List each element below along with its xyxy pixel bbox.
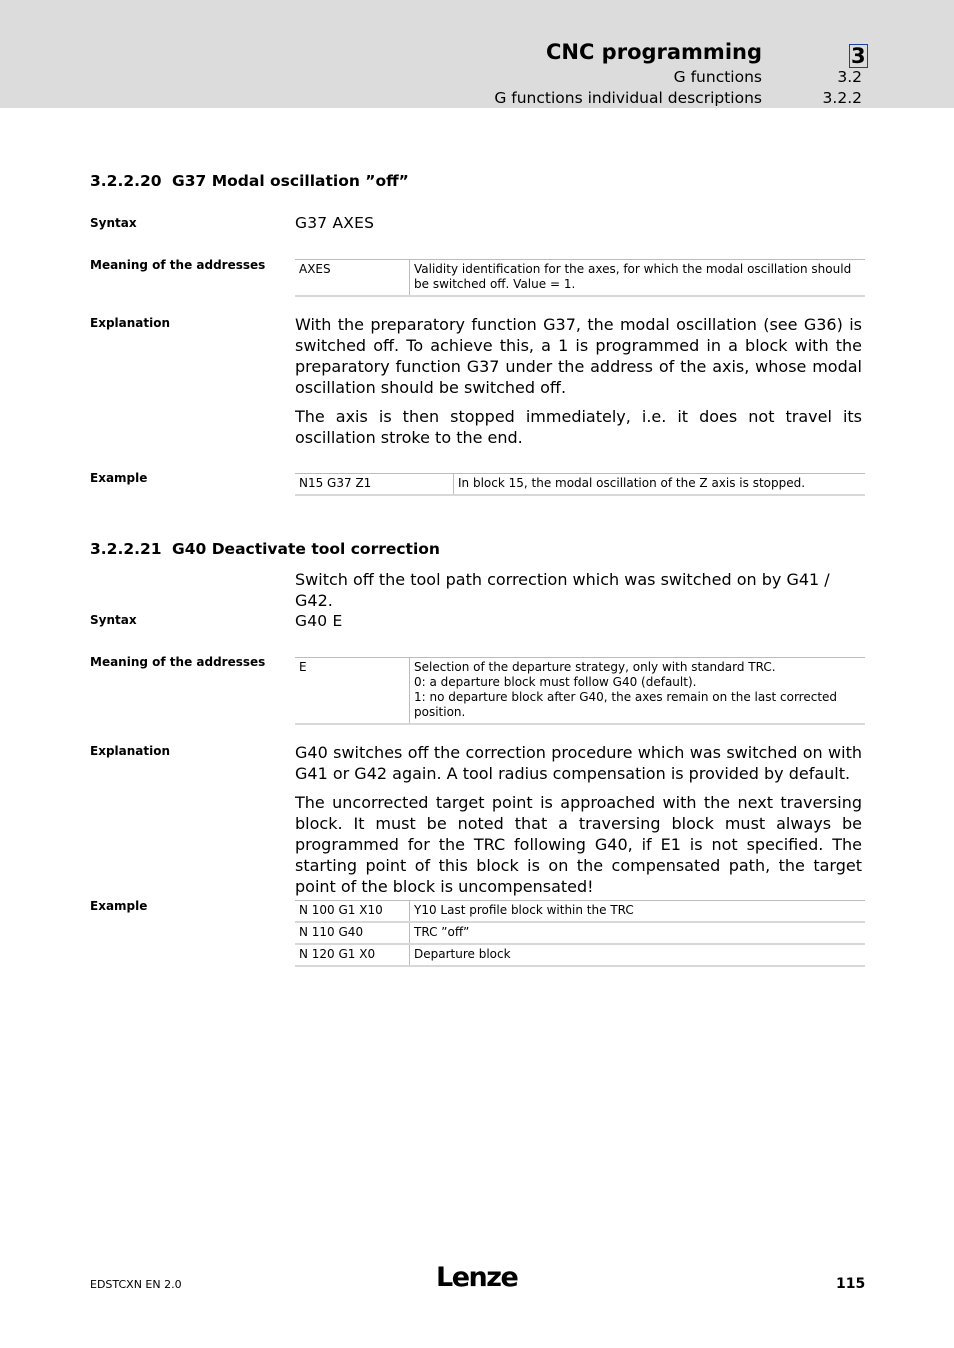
section-heading-g37	[90, 172, 409, 190]
explanation-paragraph: With the preparatory function G37, the modal oscillation (see G36) is switched off. To achieve this, a 1 is programmed in a block with the preparatory function G37 under the address of the axis, whose modal oscillation should be switched off.	[295, 315, 862, 397]
intro-paragraph: Switch off the tool path correction which was switched on by G41 / G42.	[295, 570, 830, 610]
table-row	[295, 260, 865, 297]
explanation-paragraph: The axis is then stopped immediately, i.e. it does not travel its oscillation stroke to the end.	[295, 407, 862, 447]
table-row	[295, 474, 865, 496]
chapter-number[interactable]: 3	[851, 44, 866, 68]
table-row	[295, 901, 865, 923]
code-cell: N 100 G1 X10	[295, 901, 410, 923]
description-cell: In block 15, the modal oscillation of the Z axis is stopped.	[454, 474, 866, 496]
section-heading-g40	[90, 540, 440, 558]
description-line: 0: a departure block must follow G40 (default).	[414, 675, 697, 689]
syntax-label: Syntax	[90, 216, 137, 230]
example-label: Example	[90, 471, 148, 485]
code-cell: N 110 G40	[295, 922, 410, 944]
header-subtitle-2: G functions individual descriptions	[494, 89, 762, 107]
description-cell: Y10 Last profile block within the TRC	[410, 901, 866, 923]
description-cell: Departure block	[410, 944, 866, 966]
code-cell: N15 G37 Z1	[295, 474, 454, 496]
page-number: 115	[836, 1276, 866, 1292]
header-subnum-2: 3.2.2	[822, 89, 862, 107]
syntax-code: G40 E	[295, 612, 343, 630]
address-cell: AXES	[295, 260, 410, 297]
code-cell: N 120 G1 X0	[295, 944, 410, 966]
header-subnum-1: 3.2	[837, 68, 862, 86]
syntax-label: Syntax	[90, 613, 137, 627]
lenze-logo: Lenze	[436, 1262, 518, 1293]
description-cell: TRC ”off”	[410, 922, 866, 944]
description-cell	[410, 658, 866, 725]
section-number: 3.2.2.20	[90, 172, 162, 190]
section-title: G37 Modal oscillation ”off”	[172, 172, 409, 190]
description-line: Selection of the departure strategy, only with standard TRC.	[414, 660, 776, 674]
addresses-table	[295, 259, 865, 297]
explanation-label: Explanation	[90, 744, 171, 758]
header-subtitle-1: G functions	[673, 68, 762, 86]
table-row	[295, 658, 865, 725]
description-cell: Validity identification for the axes, for which the modal oscillation should be switched off. Value = 1.	[410, 260, 866, 297]
explanation-paragraph: G40 switches off the correction procedure which was switched on with G41 or G42 again. A tool radius compensation is provided by default.	[295, 743, 862, 783]
table-row	[295, 922, 865, 944]
section-number: 3.2.2.21	[90, 540, 162, 558]
document-id: EDSTCXN EN 2.0	[90, 1278, 182, 1291]
page-header	[0, 0, 954, 108]
example-table	[295, 900, 865, 967]
header-title: CNC programming	[545, 40, 762, 64]
addresses-table	[295, 657, 865, 725]
addresses-label: Meaning of the addresses	[90, 655, 266, 669]
table-row	[295, 944, 865, 966]
explanation-paragraph: The uncorrected target point is approached with the next traversing block. It must be noted that a traversing block must always be programmed for the TRC following G40, if E1 is not specified. The starting point of this block is on the compensated path, the target point of the block is uncompensated!	[295, 793, 862, 896]
example-table	[295, 473, 865, 496]
address-cell: E	[295, 658, 410, 725]
example-label: Example	[90, 899, 148, 913]
description-line: 1: no departure block after G40, the axes remain on the last corrected position.	[414, 690, 838, 719]
addresses-label: Meaning of the addresses	[90, 258, 266, 272]
syntax-code: G37 AXES	[295, 214, 375, 232]
section-title: G40 Deactivate tool correction	[172, 540, 440, 558]
explanation-label: Explanation	[90, 316, 171, 330]
